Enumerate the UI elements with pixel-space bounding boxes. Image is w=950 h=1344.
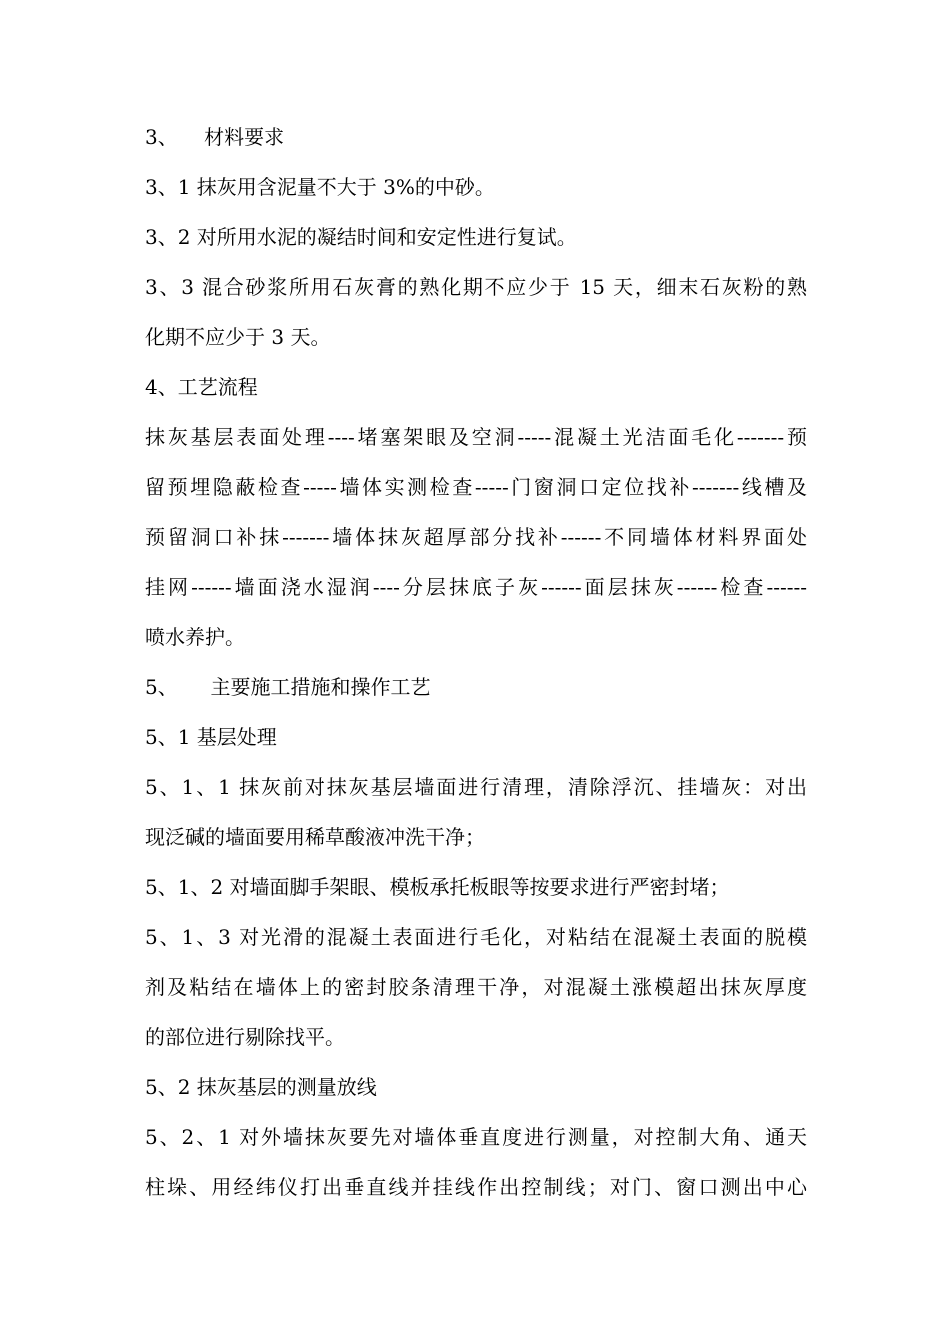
- subsection-heading: 5、1 基层处理: [145, 725, 277, 749]
- paragraph-line: 5、1、1 抹灰前对抹灰基层墙面进行清理，清除浮沉、挂墙灰：对出: [145, 775, 807, 799]
- paragraph-line: 剂及粘结在墙体上的密封胶条清理干净，对混凝土涨模超出抹灰厚度: [145, 975, 807, 999]
- paragraph-line: 化期不应少于 3 天。: [145, 325, 331, 349]
- paragraph-line: 挂网------墙面浇水湿润----分层抹底子灰------面层抹灰------检查------: [145, 575, 807, 599]
- paragraph-line: 3、3 混合砂浆所用石灰膏的熟化期不应少于 15 天，细末石灰粉的熟: [145, 275, 807, 299]
- paragraph-line: 5、1、3 对光滑的混凝土表面进行毛化，对粘结在混凝土表面的脱模: [145, 925, 807, 949]
- paragraph-line: 3、1 抹灰用含泥量不大于 3%的中砂。: [145, 175, 495, 199]
- section-heading-materials: 3、 材料要求: [145, 125, 285, 149]
- subsection-heading: 5、2 抹灰基层的测量放线: [145, 1075, 377, 1099]
- paragraph-line: 现泛碱的墙面要用稀草酸液冲洗干净；: [145, 825, 485, 849]
- paragraph-line: 留预埋隐蔽检查-----墙体实测检查-----门窗洞口定位找补-------线槽及: [145, 475, 807, 499]
- paragraph-line: 3、2 对所用水泥的凝结时间和安定性进行复试。: [145, 225, 577, 249]
- paragraph-line: 喷水养护。: [145, 625, 245, 649]
- paragraph-line: 的部位进行剔除找平。: [145, 1025, 345, 1049]
- document-page: [145, 112, 807, 1212]
- paragraph-line: 5、2、1 对外墙抹灰要先对墙体垂直度进行测量，对控制大角、通天: [145, 1125, 807, 1149]
- paragraph-line: 预留洞口补抹-------墙体抹灰超厚部分找补------不同墙体材料界面处: [145, 525, 807, 549]
- paragraph-line: 5、1、2 对墙面脚手架眼、模板承托板眼等按要求进行严密封堵；: [145, 875, 730, 899]
- paragraph-line: 柱垛、用经纬仪打出垂直线并挂线作出控制线；对门、窗口测出中心: [145, 1175, 807, 1199]
- section-heading-process: 4、工艺流程: [145, 375, 258, 399]
- paragraph-line: 抹灰基层表面处理----堵塞架眼及空洞-----混凝土光洁面毛化-------预: [145, 425, 807, 449]
- section-heading-measures: 5、 主要施工措施和操作工艺: [145, 675, 431, 699]
